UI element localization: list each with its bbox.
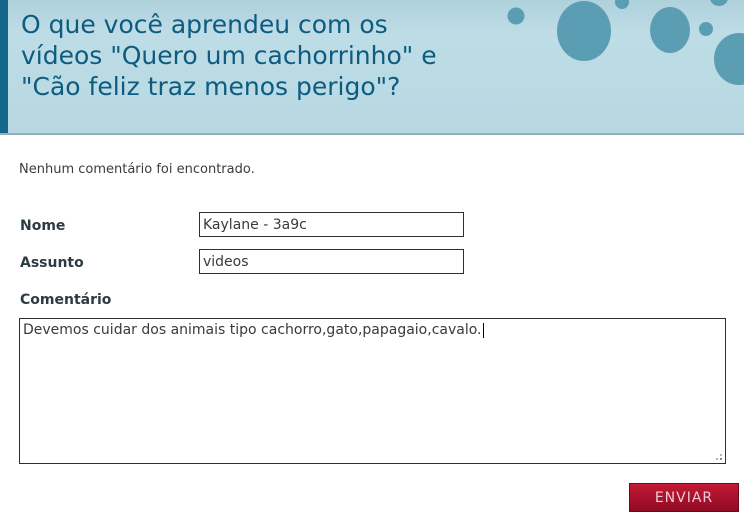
- question-title: [21, 9, 541, 102]
- nome-input[interactable]: [199, 212, 464, 237]
- question-title-line3: "Cão feliz traz menos perigo"?: [21, 72, 401, 101]
- status-message: Nenhum comentário foi encontrado.: [19, 162, 255, 177]
- enviar-button[interactable]: ENVIAR: [629, 483, 739, 512]
- question-header: [0, 0, 744, 135]
- nome-label: Nome: [20, 218, 66, 234]
- header-accent-bar: [0, 0, 8, 133]
- assunto-input[interactable]: [199, 249, 464, 274]
- comentario-label: Comentário: [20, 292, 112, 308]
- question-title-line2: vídeos "Quero um cachorrinho" e: [21, 41, 437, 70]
- question-title-line1: O que você aprendeu com os: [21, 10, 388, 39]
- comentario-text: Devemos cuidar dos animais tipo cachorro,gato,papagaio,cavalo.: [23, 322, 482, 338]
- comentario-textarea[interactable]: [19, 318, 726, 464]
- text-caret: [483, 323, 484, 338]
- resize-grip-icon[interactable]: [720, 458, 722, 460]
- assunto-label: Assunto: [20, 255, 84, 271]
